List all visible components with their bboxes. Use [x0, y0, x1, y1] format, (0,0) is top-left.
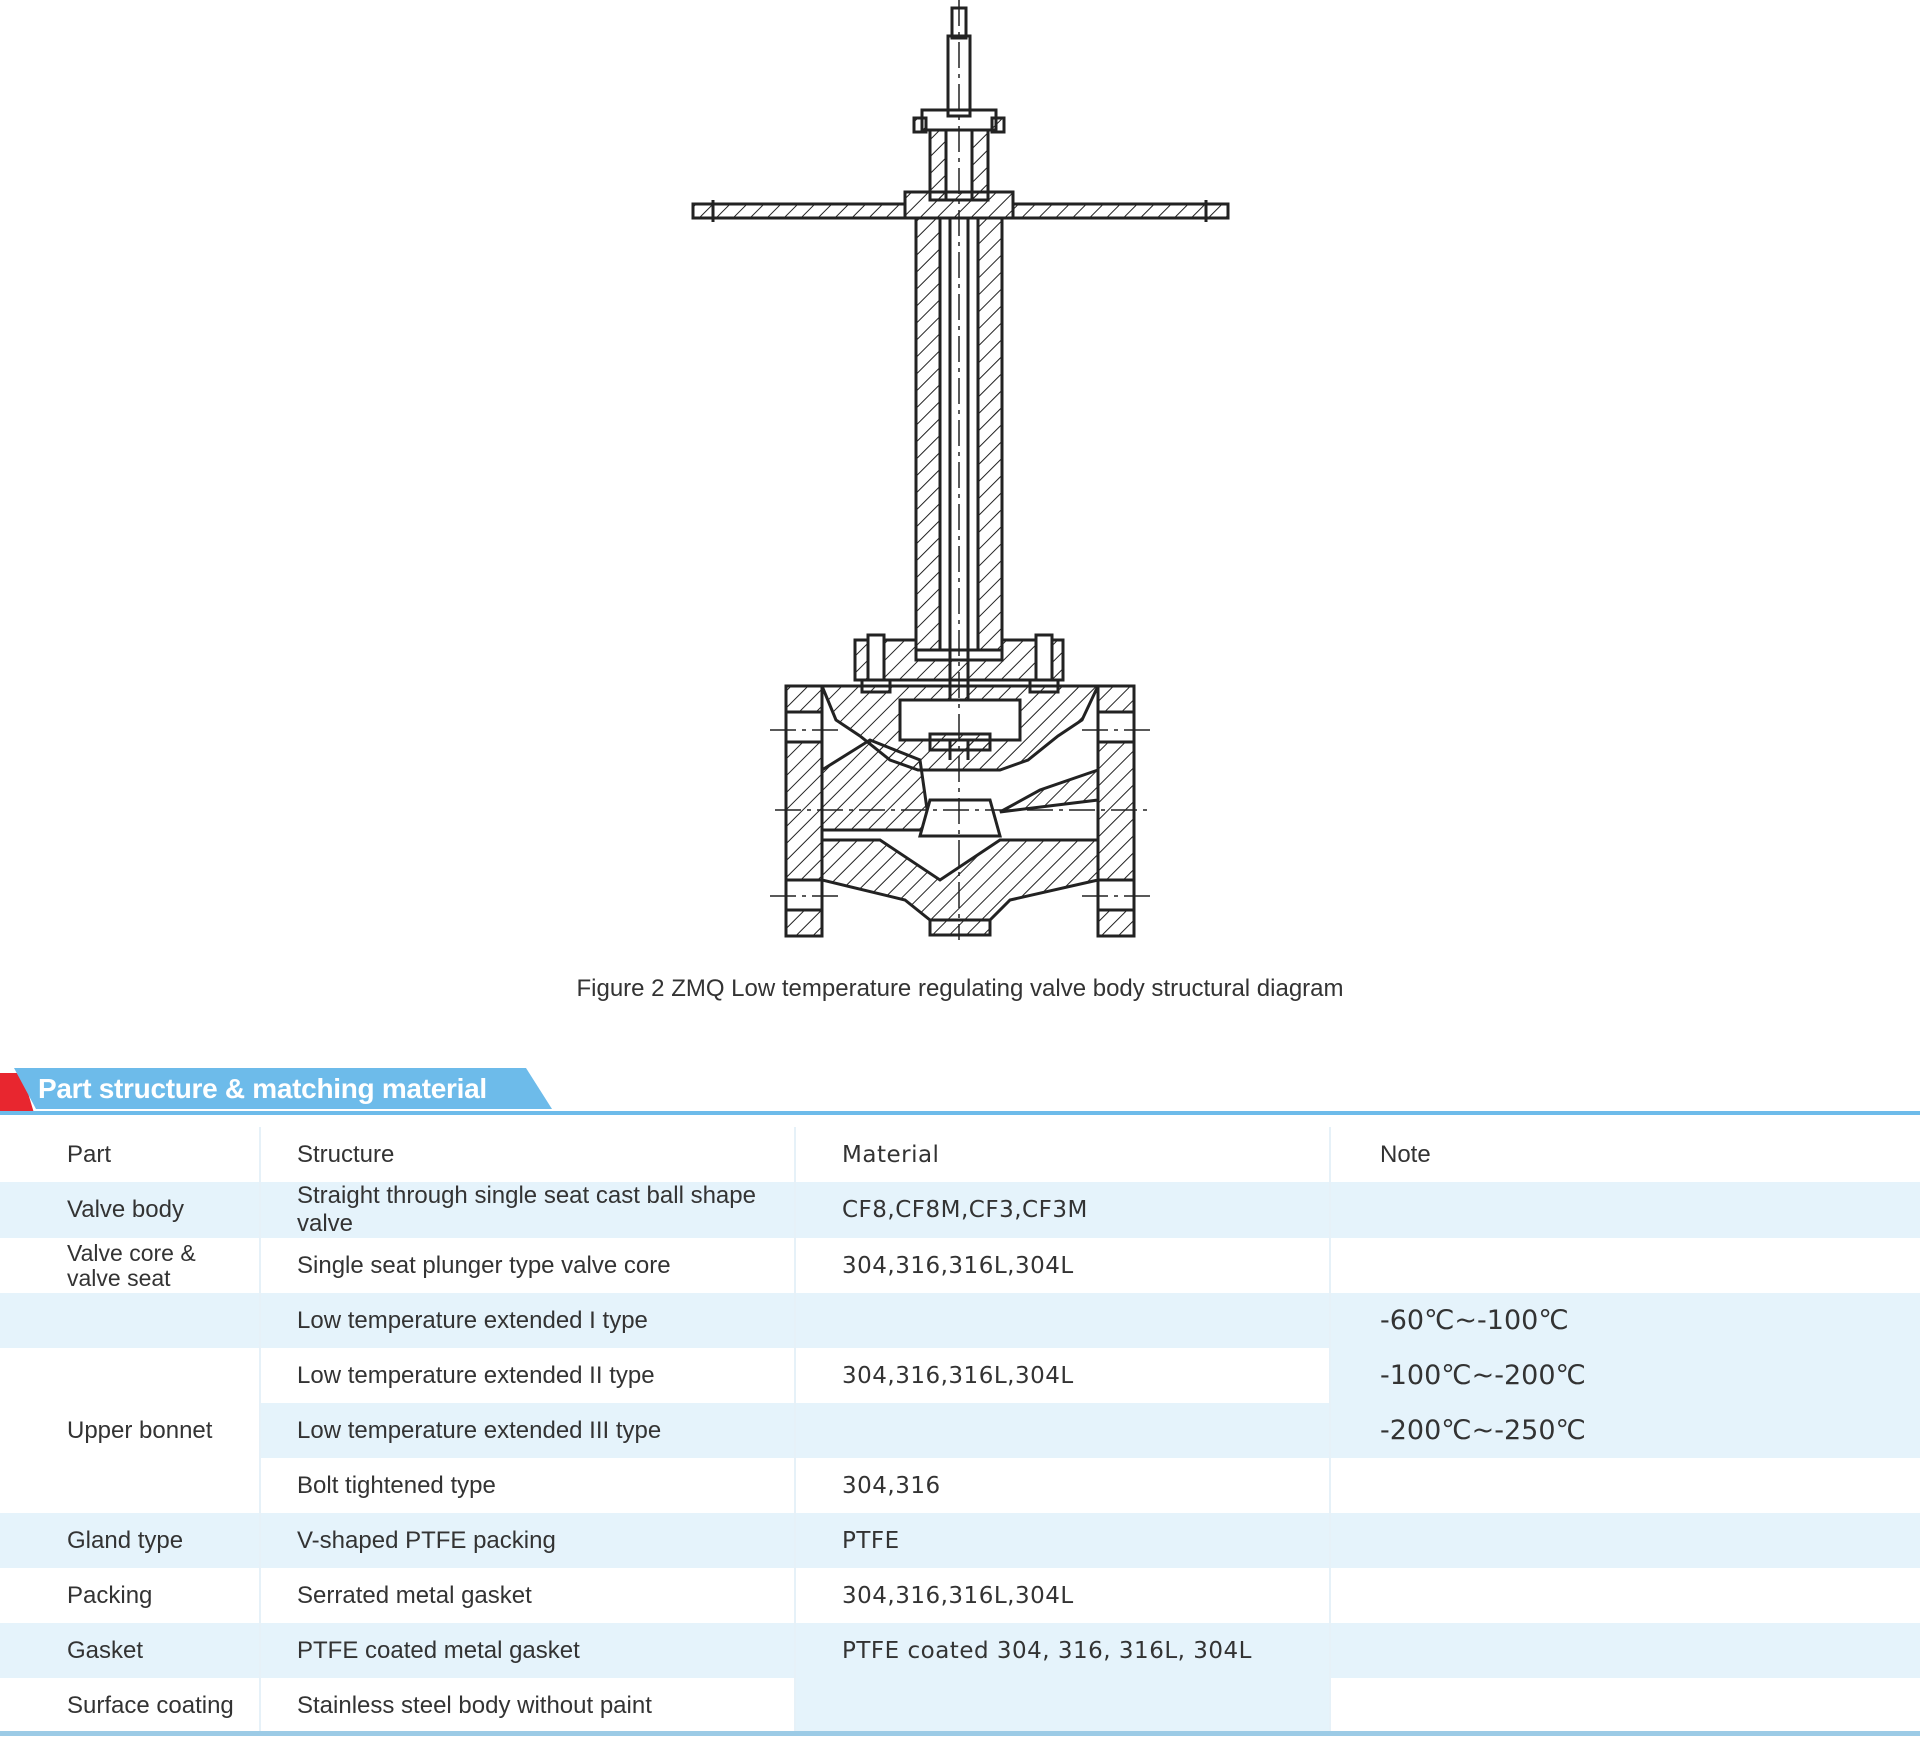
cell-note	[1330, 1678, 1920, 1733]
table-row	[0, 1623, 1920, 1678]
header-note: Note	[1330, 1127, 1920, 1182]
header-part: Part	[67, 1140, 112, 1168]
cell-material: 304,316	[795, 1458, 1330, 1513]
cell-structure: Bolt tightened type	[260, 1458, 795, 1513]
table-row	[0, 1182, 1920, 1238]
cell-material: PTFE coated 304, 316, 316L, 304L	[795, 1623, 1330, 1678]
cell-part: Gland type	[0, 1513, 260, 1568]
header-structure: Structure	[260, 1127, 795, 1182]
cell-note	[1330, 1182, 1920, 1238]
table-row	[0, 1293, 1920, 1348]
cell-note: -60℃~-100℃	[1330, 1293, 1920, 1348]
cell-material	[795, 1678, 1330, 1733]
cell-note	[1330, 1623, 1920, 1678]
cell-material: CF8,CF8M,CF3,CF3M	[795, 1182, 1330, 1238]
section-title: Part structure & matching material	[38, 1073, 487, 1104]
cell-structure: PTFE coated metal gasket	[260, 1623, 795, 1678]
cell-part	[0, 1238, 260, 1293]
cell-part	[0, 1458, 260, 1513]
bottom-rule	[0, 1731, 1920, 1736]
cell-structure: Low temperature extended III type	[260, 1403, 795, 1458]
figure-caption: Figure 2 ZMQ Low temperature regulating valve body structural diagram	[576, 975, 1344, 1002]
cell-material: 304,316,316L,304L	[795, 1293, 1330, 1458]
cell-structure: Serrated metal gasket	[260, 1568, 795, 1623]
cell-note	[1330, 1568, 1920, 1623]
cell-structure: V-shaped PTFE packing	[260, 1513, 795, 1568]
cell-material: 304,316,316L,304L	[795, 1568, 1330, 1623]
table-row	[0, 1678, 1920, 1733]
cell-material: PTFE	[795, 1513, 1330, 1568]
cell-structure: Stainless steel body without paint	[260, 1678, 795, 1733]
part-structure-table	[0, 1127, 1920, 1733]
cell-structure: Low temperature extended I type	[260, 1293, 795, 1348]
cell-note	[1330, 1513, 1920, 1568]
cell-note	[1330, 1458, 1920, 1513]
table-row	[0, 1458, 1920, 1513]
cell-structure: Single seat plunger type valve core	[260, 1238, 795, 1293]
cell-part	[0, 1348, 260, 1403]
cell-structure: Straight through single seat cast ball shape valve	[260, 1182, 795, 1238]
cell-part: Surface coating	[67, 1691, 234, 1719]
cell-part	[0, 1293, 260, 1348]
cell-part: Upper bonnet	[0, 1403, 260, 1458]
table-row	[0, 1568, 1920, 1623]
cell-note: -200℃~-250℃	[1330, 1403, 1920, 1458]
cell-part: Valve body	[0, 1182, 260, 1238]
cell-note	[1330, 1238, 1920, 1293]
table-header-row	[0, 1127, 1920, 1182]
header-material: Material	[795, 1127, 1330, 1182]
table-row	[0, 1513, 1920, 1568]
cell-structure: Low temperature extended II type	[260, 1348, 795, 1403]
cell-material: 304,316,316L,304L	[795, 1238, 1330, 1293]
table-row	[0, 1238, 1920, 1293]
cell-part: Packing	[67, 1581, 153, 1609]
cell-note: -100℃~-200℃	[1330, 1348, 1920, 1403]
cell-part-text: Valve core & valve seat	[67, 1239, 196, 1291]
cell-part: Gasket	[0, 1623, 260, 1678]
